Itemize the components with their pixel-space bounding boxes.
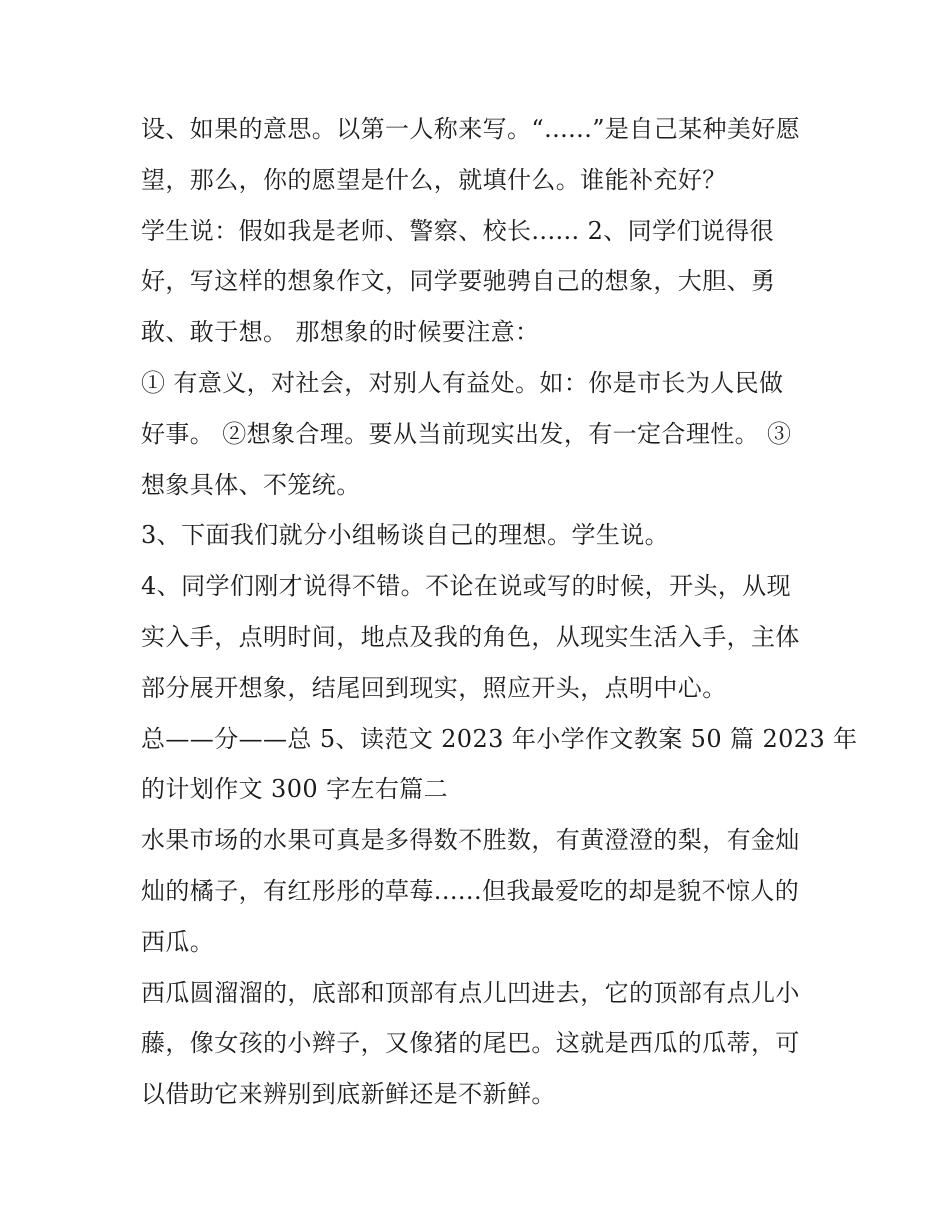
text-line: 实入手，点明时间，地点及我的角色，从现实生活入手，主体: [141, 622, 800, 651]
text-line: 部分展开想象，结尾回到现实，照应开头，点明中心。: [141, 673, 727, 702]
text-line: 敢、敢于想。 那想象的时候要注意：: [141, 318, 540, 347]
text-line: 西瓜圆溜溜的，底部和顶部有点儿凹进去，它的顶部有点儿小: [141, 978, 800, 1007]
text-line: 水果市场的水果可真是多得数不胜数，有黄澄澄的梨，有金灿: [141, 826, 800, 855]
text-line: 灿的橘子，有红彤彤的草莓......但我最爱吃的却是貌不惊人的: [141, 876, 800, 905]
text-line: 藤，像女孩的小辫子，又像猪的尾巴。这就是西瓜的瓜蒂，可: [141, 1029, 800, 1058]
text-line: 好事。 ②想象合理。要从当前现实出发，有一定合理性。 ③: [141, 419, 792, 448]
text-line: 以借助它来辨别到底新鲜还是不新鲜。: [141, 1080, 556, 1109]
document-body: [141, 104, 858, 1120]
text-line: 总——分——总 5、读范文 2023 年小学作文教案 50 篇 2023 年: [141, 724, 858, 753]
text-line: 望，那么，你的愿望是什么，就填什么。谁能补充好？: [141, 165, 727, 194]
text-line: 4、同学们刚才说得不错。不论在说或写的时候，开头，从现: [141, 572, 792, 601]
text-line: ① 有意义，对社会，对别人有益处。如：你是市长为人民做: [141, 368, 784, 397]
text-line: 设、如果的意思。以第一人称来写。“......”是自己某种美好愿: [141, 115, 801, 143]
text-line: 3、下面我们就分小组畅谈自己的理想。学生说。: [141, 521, 670, 550]
text-line: 西瓜。: [141, 927, 215, 956]
text-line: 好，写这样的想象作文，同学要驰骋自己的想象，大胆、勇: [141, 267, 776, 296]
text-line: 学生说：假如我是老师、警察、校长...... 2、同学们说得很: [141, 216, 775, 245]
text-line: 的计划作文 300 字左右篇二: [141, 775, 449, 804]
text-line: 想象具体、不笼统。: [141, 470, 361, 499]
